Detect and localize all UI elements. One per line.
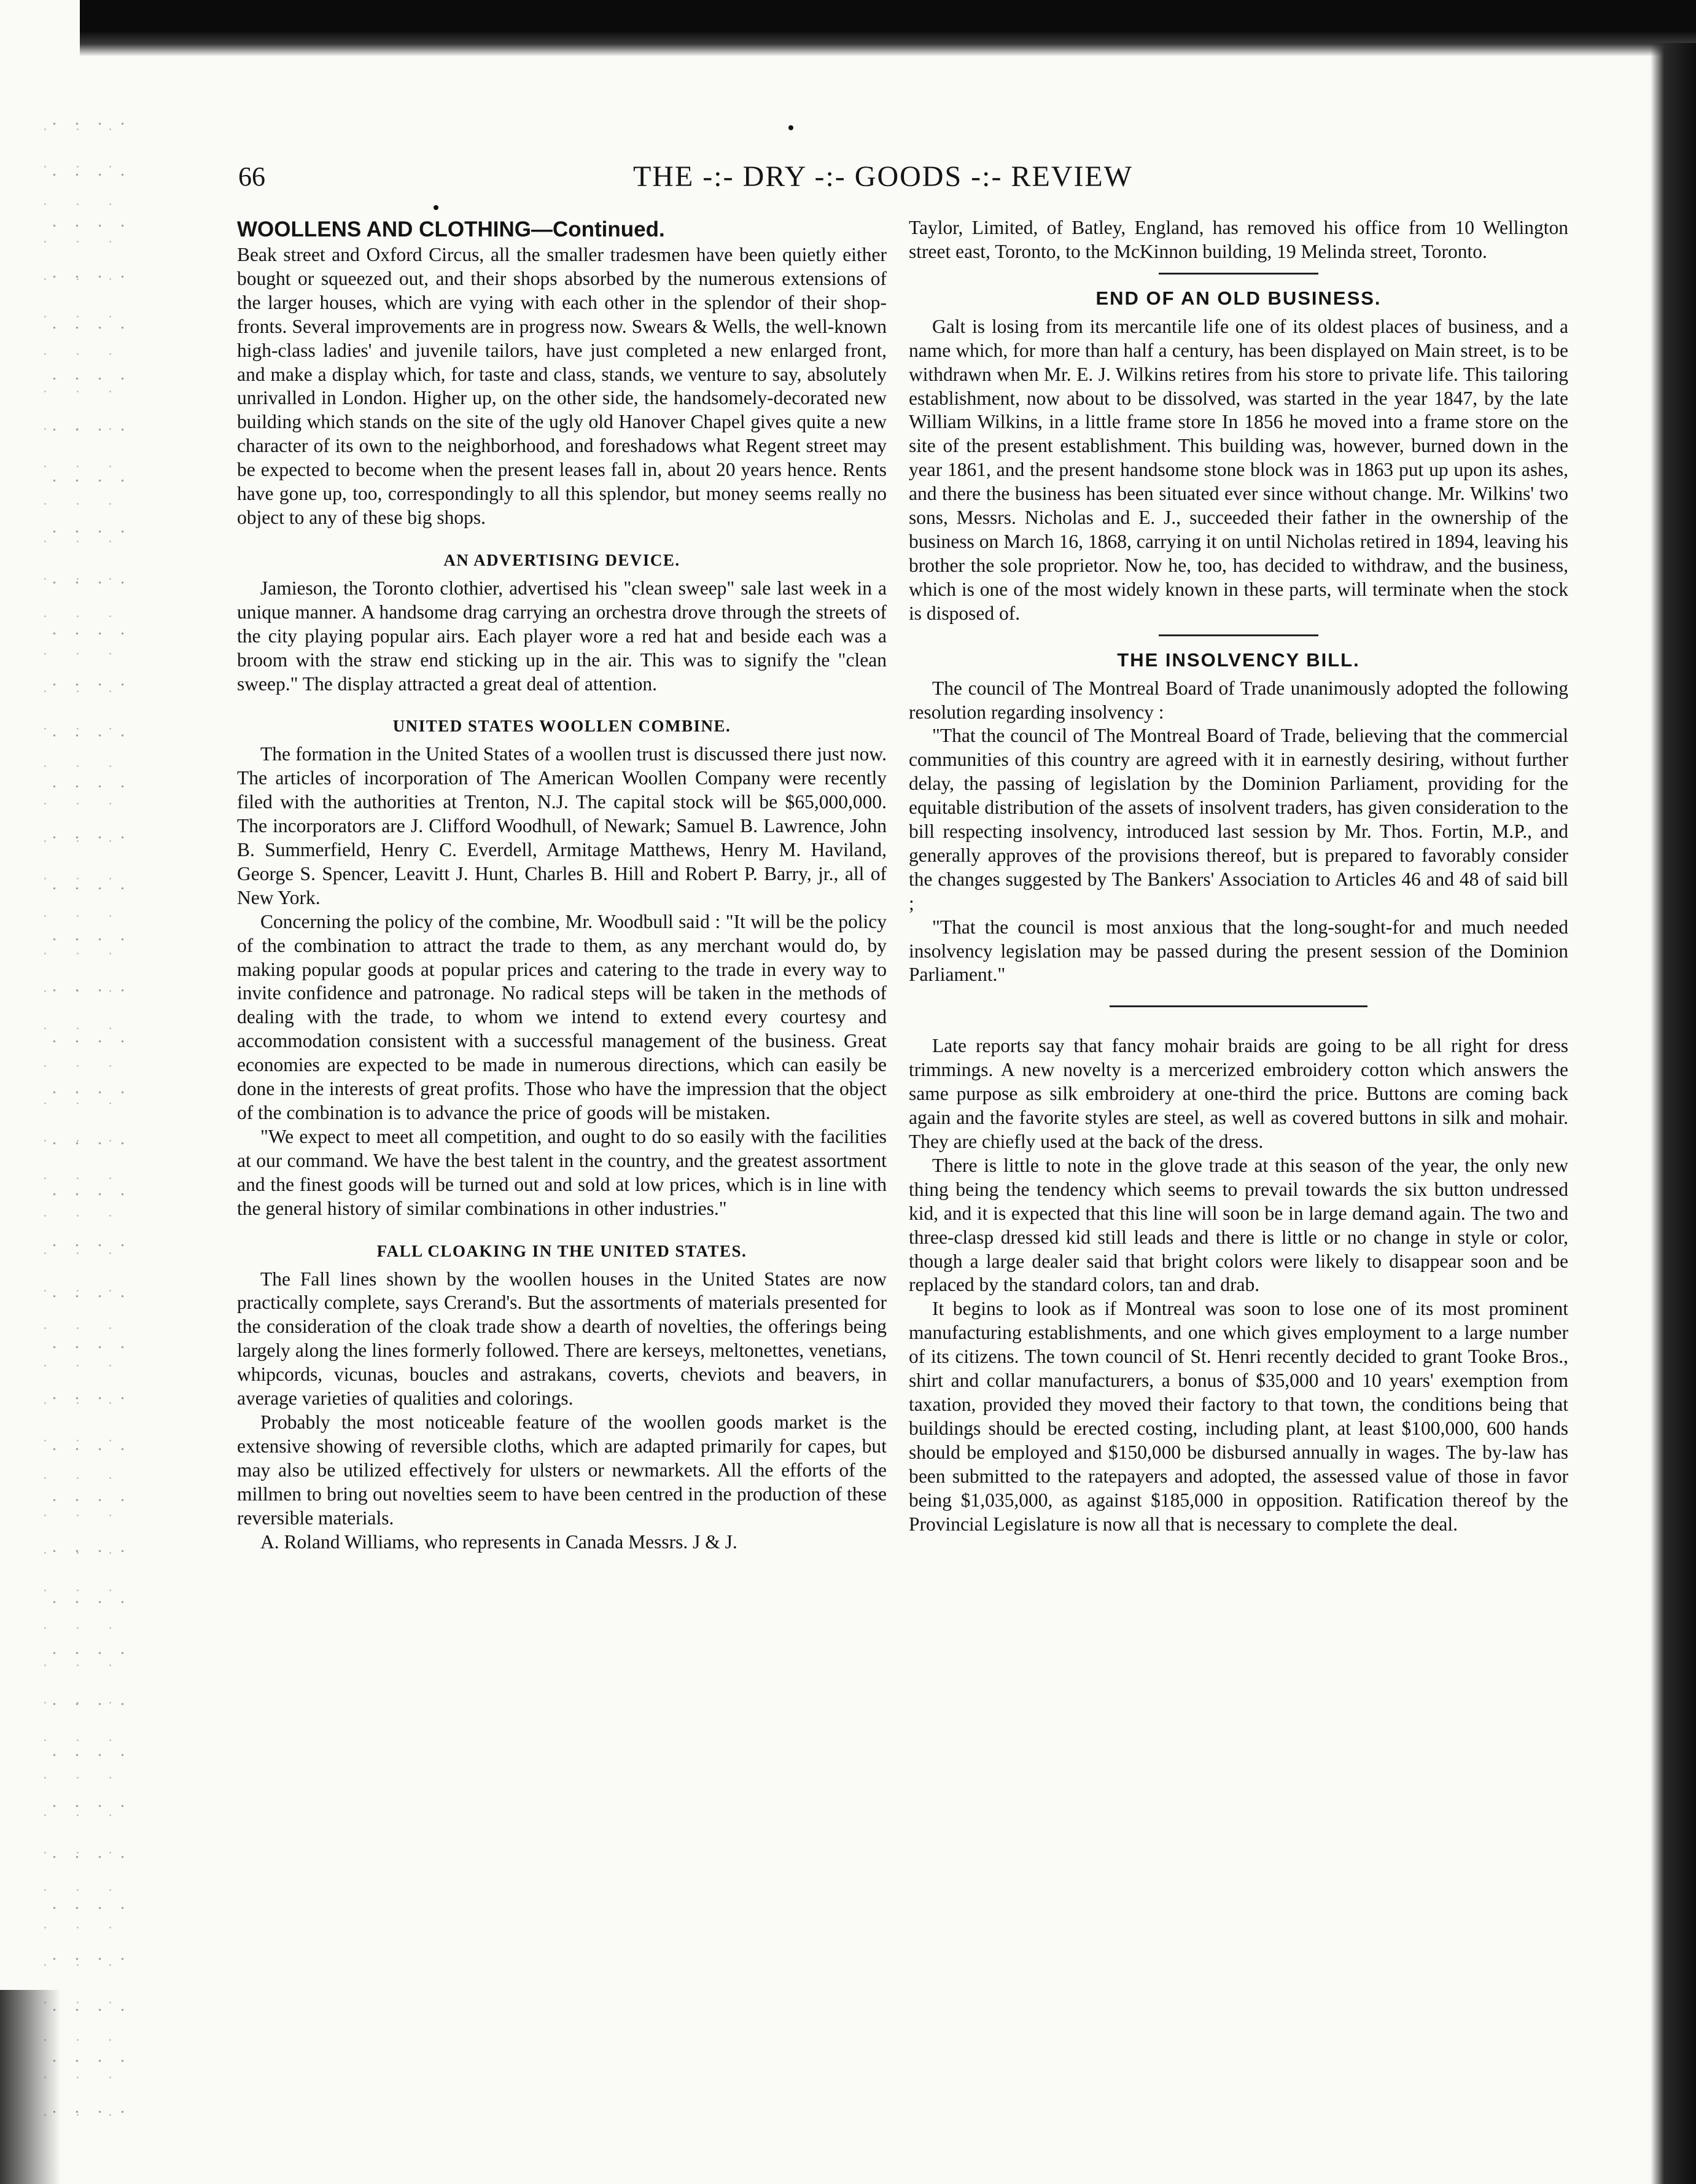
article-paragraph: The formation in the United States of a woollen trust is discussed there just now. The articles of incorporation of The American Woollen Company were recently filed with the authorities at Trenton, N.J. The capital stock will be $65,000,000. The incorporators are J. Clifford Woodhull, of Newark; Samuel B. Lawrence, John B. Summerfield, Henry C. Everdell, Armitage Matthews, Henry M. Haviland, George S. Spencer, Leavitt J. Hunt, Charles B. Hill and Robert P. Barry, jr., all of New York. xyxy=(237,743,887,908)
article-paragraph: Galt is losing from its mercantile life one of its oldest places of business, and a name which, for more than half a century, has been displayed on Main street, is to be withdrawn when Mr. E. J. Wilkins retires from his store to private life. This tailoring establishment, now about to be dissolved, was started in the year 1847, by the late William Wilkins, in a little frame store In 1856 he moved into a frame store on the site of the present establishment. This building was, however, burned down in the year 1861, and the present handsome stone block was in 1863 put up upon its ashes, and there the business has been situated ever since without change. Mr. Wilkins' two sons, Messrs. Nicholas and E. J., succeeded their father in the ownership of the business on March 16, 1868, carrying it on until Nicholas retired in 1894, leaving his brother the sole proprietor. Now he, too, has decided to withdraw, and the business, which is one of the most widely known in these parts, will terminate when the stock is disposed of. xyxy=(909,315,1568,624)
article-paragraph: It begins to look as if Montreal was soon to lose one of its most prominent manufacturing establishments, and one which gives employment to a large number of its citizens. The town council of St. Henri recently decided to grant Tooke Bros., shirt and collar manufacturers, a bonus of $35,000 and 10 years' exemption from taxation, provided they moved their factory to that town, the conditions being that buildings should be erected costing, including plant, at least $100,000, 600 hands should be employed and $150,000 be disbursed annually in wages. The by-law has been submitted to the ratepayers and adopted, the assessed value of those in favor being $1,035,000, as against $185,000 in opposition. Ratification thereof by the Provincial Legislature is now all that is necessary to complete the deal. xyxy=(909,1298,1568,1535)
article-paragraph: Late reports say that fancy mohair braids are going to be all right for dress trimmings. A new novelty is a mercerized embroidery cotton which answers the same purpose as silk embroidery at one-third the price. Buttons are coming back again and the favorite styles are steel, as well as covered buttons in silk and mohair. They are chiefly used at the back of the dress. xyxy=(909,1035,1568,1152)
article-paragraph: Probably the most noticeable feature of the woollen goods market is the extensive showing of reversible cloths, which are adapted primarily for capes, but may also be utilized effectively for ulsters or newmarkets. All the efforts of the millmen to bring out novelties seem to have been centred in the production of these reversible materials. xyxy=(237,1411,887,1529)
scan-binding-shadow xyxy=(0,1990,68,2184)
article-paragraph: A. Roland Williams, who represents in Canada Messrs. J & J. xyxy=(260,1531,737,1553)
article-paragraph: There is little to note in the glove trade at this season of the year, the only new thing being the tendency which seems to prevail towards the six button undressed kid, and it is expected that this line will soon be in large demand again. The two and three-clasp dressed kid still leads and there is little or no change in style or color, though a large dealer said that bright colors were likely to disappear soon and be replaced by the standard colors, tan and drab. xyxy=(909,1154,1568,1296)
article-paragraph: Concerning the policy of the combine, Mr. Woodbull said : "It will be the policy of the combination to attract the trade to them, as any merchant would do, by making popular goods at popular prices and catering to the trade in every way to invite confidence and patronage. No radical steps will be taken in the methods of dealing with the trade, to whom we intend to extend every courtesy and accommodation consistent with a successful management of the business. Great economies are expected to be made in numerous directions, which can easily be done in the interests of great profits. Those who have the impression that the object of the combination is to advance the price of goods will be mistaken. xyxy=(237,910,887,1123)
ornament-dot xyxy=(788,125,793,130)
section-heading-woollens: WOOLLENS AND CLOTHING—Continued. xyxy=(237,217,665,241)
page-header xyxy=(238,158,1528,199)
article-paragraph: The council of The Montreal Board of Trade unanimously adopted the following resolution regarding insolvency : xyxy=(909,677,1568,723)
subheading-fall-cloaking: FALL CLOAKING IN THE UNITED STATES. xyxy=(376,1241,747,1260)
subheading-woollen-combine: UNITED STATES WOOLLEN COMBINE. xyxy=(392,717,731,736)
article-paragraph: Jamieson, the Toronto clothier, advertised his "clean sweep" sale last week in a unique manner. A handsome drag carrying an orchestra drove through the streets of the city playing popular airs. Each player wore a red hat and beside each was a broom with the straw end sticking up in the air. This was to signify the "clean sweep." The display attracted a great deal of attention. xyxy=(237,577,887,695)
left-column xyxy=(237,216,887,2108)
article-paragraph: "That the council of The Montreal Board of Trade, believing that the commercial communities of this country are agreed with it in earnestly desiring, without further delay, the passing of legislation by the Dominion Parliament, providing for the equitable distribution of the assets of insolvent traders, has given consideration to the bill respecting insolvency, introduced last session by Mr. Thos. Fortin, M.P., and generally approves of the provisions thereof, but is prepared to favorably consider the changes suggested by The Bankers' Association to Articles 46 and 48 of said bill ; xyxy=(909,725,1568,914)
section-rule xyxy=(1110,1005,1367,1007)
right-column xyxy=(909,216,1568,2108)
section-rule xyxy=(1159,634,1318,636)
page-number: 66 xyxy=(238,162,265,192)
article-paragraph: The Fall lines shown by the woollen houses in the United States are now practically complete, says Crerand's. But the assortments of materials presented for the consideration of the cloak trade show a dearth of novelties, the offerings being largely along the lines formerly followed. There are kerseys, meltonettes, venetians, whipcords, vicunas, boucles and astrakans, coverts, cheviots and beavers, in average varieties of qualities and colorings. xyxy=(237,1268,887,1410)
running-title: THE -:- DRY -:- GOODS -:- REVIEW xyxy=(632,160,1134,193)
article-paragraph: "That the council is most anxious that the long-sought-for and much needed insolvency legislation may be passed during the present session of the Dominion Parliament." xyxy=(909,916,1568,986)
section-rule xyxy=(1159,273,1318,275)
ornament-dot xyxy=(434,205,438,210)
subheading-advertising-device: AN ADVERTISING DEVICE. xyxy=(443,550,680,569)
scan-right-edge xyxy=(1651,43,1696,2184)
article-paragraph: "We expect to meet all competition, and ought to do so easily with the facilities at our command. We have the best talent in the country, and the greatest assortment and the finest goods will be turned out and sold at low prices, which is in line with the general history of similar combinations in other industries." xyxy=(237,1125,887,1219)
subheading-insolvency-bill: THE INSOLVENCY BILL. xyxy=(1117,649,1360,671)
subheading-end-of-old-business: END OF AN OLD BUSINESS. xyxy=(1095,287,1382,309)
scan-top-edge xyxy=(80,0,1696,57)
article-paragraph: Taylor, Limited, of Batley, England, has removed his office from 10 Wellington street east, Toronto, to the McKinnon building, 19 Melinda street, Toronto. xyxy=(909,217,1568,262)
article-paragraph: Beak street and Oxford Circus, all the smaller tradesmen have been quietly either bought or squeezed out, and their shops absorbed by the numerous extensions of the larger houses, which are vying with each other in the splendor of their shop-fronts. Several improvements are in progress now. Swears & Wells, the well-known high-class ladies' and juvenile tailors, have just completed a new enlarged front, and make a display which, for taste and class, stands, we venture to say, absolutely unrivalled in London. Higher up, on the other side, the handsomely-decorated new building which stands on the site of the ugly old Hanover Chapel gives quite a new character of its own to the neighborhood, and foreshadows what Regent street may be expected to become when the present leases fall in, about 20 years hence. Rents have gone up, too, correspondingly to all this splendor, but money seems really no object to any of these big shops. xyxy=(237,244,887,528)
scan-left-margin-noise xyxy=(37,98,129,2125)
